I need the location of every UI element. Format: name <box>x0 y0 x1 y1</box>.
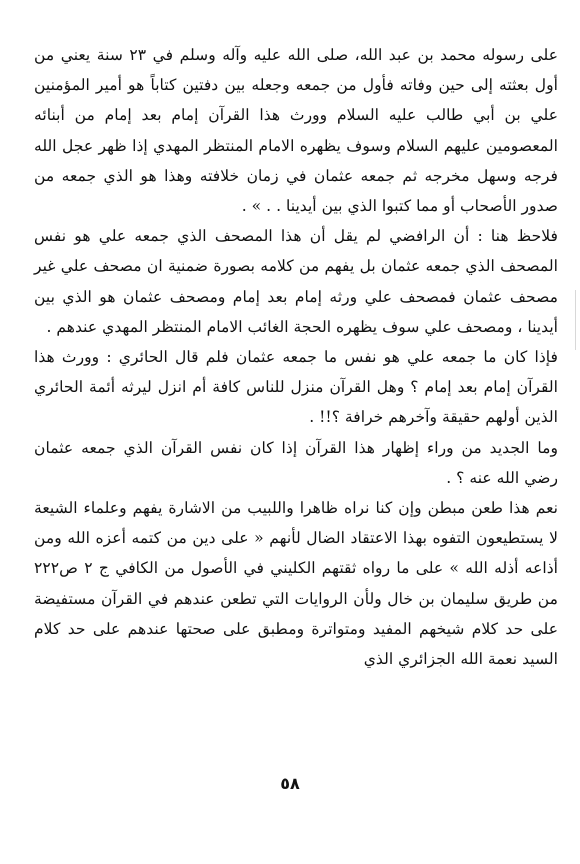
paragraph-1: على رسوله محمد بن عبد الله، صلى الله عليه وآله وسلم في ٢٣ سنة يعني من أول بعثته إلى حين وفاته فأول من جمعه وجعله بين دفتين كتاباً هو أمير المؤمنين علي بن أبي طالب عليه السلام وورث هذا القرآن إمام بعد إمام من أبنائه المعصومين عليهم السلام وسوف يظهره الامام المنتظر المهدي إذا ظهر عجل الله فرجه وسهل مخرجه ثم جمعه عثمان في زمان خلافته وهذا هو الذي جمعه من صدور الأصحاب أو مما كتبوا الذي بين أيدينا . . » . <box>34 46 558 216</box>
paragraph-2: فلاحظ هنا : أن الرافضي لم يقل أن هذا المصحف الذي جمعه علي هو نفس المصحف الذي جمعه عثمان بل يفهم من كلامه بصورة ضمنية ان مصحف علي غير مصحف عثمان فمصحف علي ورثه إمام بعد إمام ومصحف عثمان هو الذي بين أيدينا ، ومصحف علي سوف يظهره الحجة الغائب الامام المنتظر المهدي عندهم . <box>34 227 558 336</box>
paragraph-3: فإذا كان ما جمعه علي هو نفس ما جمعه عثمان فلم قال الحائري : وورث هذا القرآن إمام بعد إمام ؟ وهل القرآن منزل للناس كافة أم انزل ليرثه أئمة الحائري الذين أولهم حقيقة وآخرهم خرافة ؟!! . <box>34 348 558 427</box>
paragraph-5: نعم هذا طعن مبطن وإن كنا نراه ظاهرا واللبيب من الاشارة يفهم وعلماء الشيعة لا يستطيعون التفوه بهذا الاعتقاد الضال لأنهم « على دين من كتمه أعزه الله ومن أذاعه أذله الله » على ما رواه ثقتهم الكليني في الأصول من الكافي ج ٢ ص٢٢٢ من طريق سليمان بن خال ولأن الروايات التي تطعن عندهم في القرآن مستفيضة على حد كلام شيخهم المفيد ومتواترة ومطبق على صحتها عندهم على حد كلام السيد نعمة الله الجزائري الذي <box>34 499 558 669</box>
page-edge-mark <box>575 290 576 350</box>
paragraph-4: وما الجديد من وراء إظهار هذا القرآن إذا كان نفس القرآن الذي جمعه عثمان رضي الله عنه ؟ . <box>34 438 558 487</box>
body-text <box>34 40 558 674</box>
page-number: ٥٨ <box>280 774 300 793</box>
